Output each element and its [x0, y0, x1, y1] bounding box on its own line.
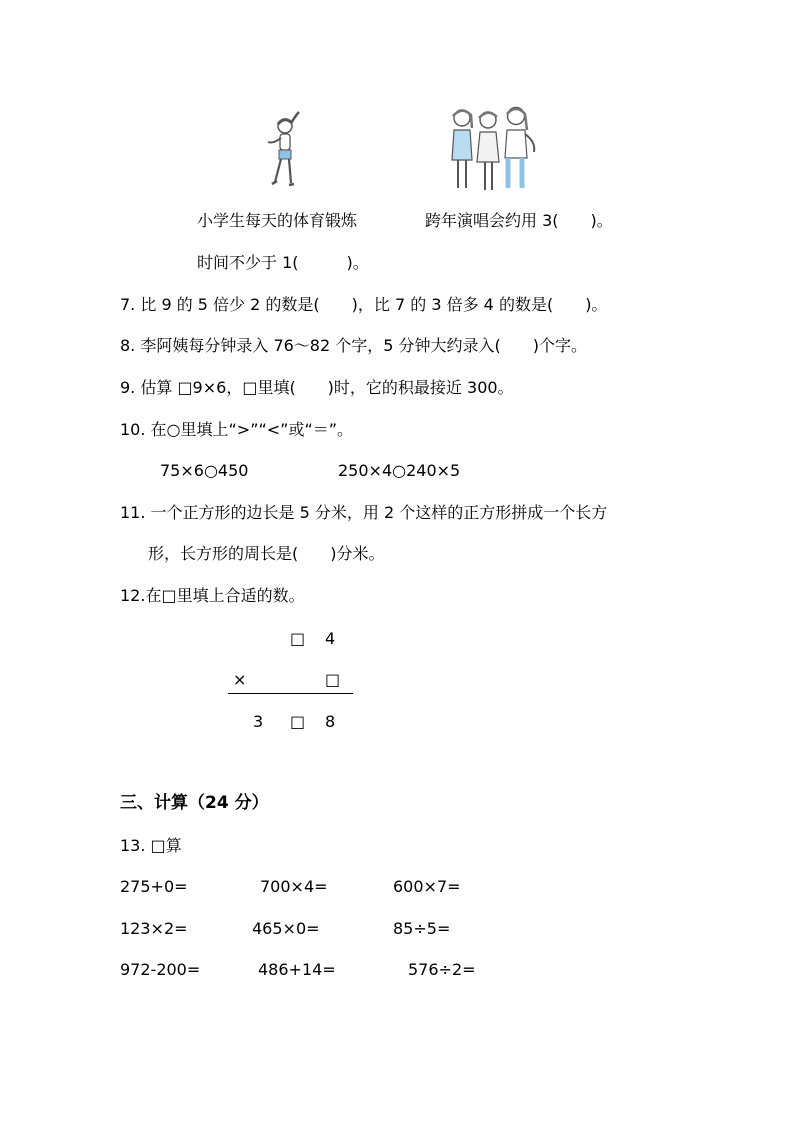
- mult-operator: ×: [233, 670, 247, 689]
- mult-row1-digit1: □: [290, 629, 306, 648]
- caption-left-line1: 小学生每天的体育锻炼: [197, 211, 358, 230]
- question-13: 13. □算: [120, 836, 182, 855]
- question-10-a: 75×6○450: [160, 461, 249, 480]
- calc-r2-c1: 123×2=: [120, 919, 188, 938]
- three-girls-singing-illustration: [442, 102, 542, 194]
- caption-right-line1: 跨年演唱会约用 3( )。: [425, 211, 613, 230]
- calc-r1-c2: 700×4=: [260, 877, 328, 896]
- mult-result-digit3: 8: [325, 712, 336, 731]
- calc-r2-c3: 85÷5=: [393, 919, 451, 938]
- mult-row2-digit1: □: [325, 670, 341, 689]
- question-8: 8. 李阿姨每分钟录入 76～82 个字，5 分钟大约录入( )个字。: [120, 336, 587, 355]
- calc-r3-c1: 972-200=: [120, 960, 201, 979]
- caption-left-line2: 时间不少于 1( )。: [197, 253, 369, 272]
- calc-r2-c2: 465×0=: [252, 919, 320, 938]
- girl-stretching-illustration: [255, 108, 307, 192]
- calc-r3-c3: 576÷2=: [408, 960, 476, 979]
- calc-r1-c3: 600×7=: [393, 877, 461, 896]
- mult-underline: [228, 693, 353, 694]
- question-10: 10. 在○里填上“>”“<”或“＝”。: [120, 420, 354, 439]
- mult-row1-digit2: 4: [325, 629, 336, 648]
- question-9: 9. 估算 □9×6，□里填( )时，它的积最接近 300。: [120, 378, 514, 397]
- calc-r1-c1: 275+0=: [120, 877, 188, 896]
- question-10-b: 250×4○240×5: [338, 461, 461, 480]
- calc-r3-c2: 486+14=: [258, 960, 336, 979]
- question-11-line1: 11. 一个正方形的边长是 5 分米，用 2 个这样的正方形拼成一个长方: [120, 503, 608, 522]
- question-11-line2: 形，长方形的周长是( )分米。: [148, 544, 385, 563]
- mult-result-digit1: 3: [253, 712, 264, 731]
- question-12: 12.在□里填上合适的数。: [120, 586, 305, 605]
- question-7: 7. 比 9 的 5 倍少 2 的数是( )，比 7 的 3 倍多 4 的数是( )。: [120, 295, 608, 314]
- section-3-heading: 三、计算（24 分）: [120, 793, 269, 813]
- mult-result-digit2: □: [290, 712, 306, 731]
